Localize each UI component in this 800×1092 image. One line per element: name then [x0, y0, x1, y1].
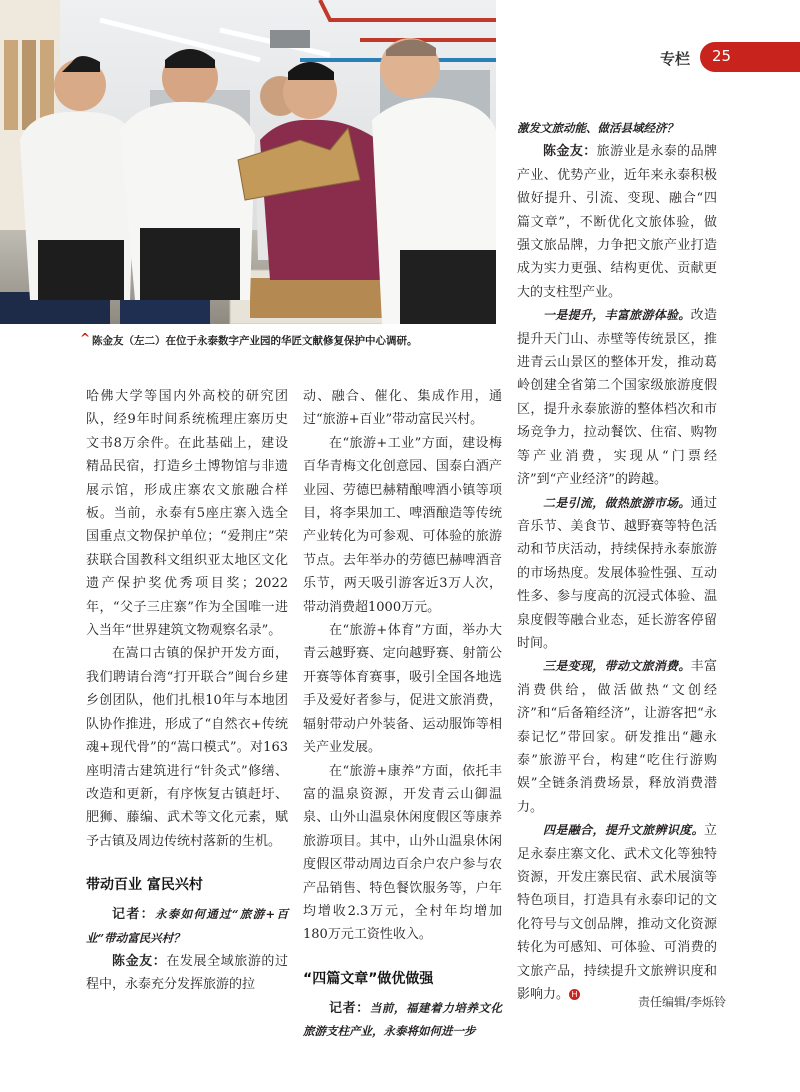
point-text: 丰富消费供给，做活做热“文创经济”和“后备箱经济”，让游客把“永泰记忆”带回家。研发推出“趣永泰”旅游平台，构建“吃住行游购娱”全链条消费场景，释放消费潜力。 [517, 659, 717, 815]
paragraph [517, 819, 717, 1006]
interview-question [86, 903, 288, 950]
point-text: 立足永泰庄寨文化、武术文化等独特资源，开发庄寨民宿、武术展演等特色项目，打造具有永泰印记的文化符号与文创品牌，推动文化资源转化为可感知、可体验、可消费的文旅产品，持续提升文旅辨识度和影响力。 [517, 823, 717, 1003]
interview-answer [86, 950, 288, 997]
point-title: 四是融合，提升文旅辨识度。 [543, 823, 704, 838]
paragraph [517, 304, 717, 491]
caption-arrow-icon: ^ [80, 331, 91, 345]
article-photo [0, 0, 496, 324]
question-speaker: 记者： [329, 1000, 370, 1016]
interview-question [303, 997, 502, 1044]
section-heading: “四篇文章”做优做强 [303, 970, 434, 987]
question-speaker: 记者： [112, 907, 155, 923]
section-label: 专栏 [660, 50, 691, 68]
paragraph: 哈佛大学等国内外高校的研究团队，经9年时间系统梳理庄寨历史文书8万余件。在此基础上，建设精品民宿，打造乡土博物馆与非遗展示馆，形成庄寨农文旅融合样板。当前，永泰有5座庄寨入选全国重点文物保护单位；“爱荆庄”荣获联合国教科文组织亚太地区文化遗产保护奖优秀项目奖；2022年，“父子三庄寨”作为全国唯一进入当年“世界建筑文物观察名录”。 [86, 389, 288, 639]
point-text: 改造提升天门山、赤壁等传统景区，推进青云山景区的整体开发，推动葛岭创建全省第二个国家级旅游度假区，提升永泰旅游的整体档次和市场竞争力，拉动餐饮、住宿、购物等产业消费，实现从“门票经济”到“产业经济”的跨越。 [517, 308, 717, 488]
section-heading: 带动百业 富民兴村 [86, 877, 203, 894]
point-title: 三是变现，带动文旅消费。 [543, 659, 691, 674]
paragraph: 在“旅游+康养”方面，依托丰富的温泉资源，开发青云山御温泉、山外山温泉休闲度假区等康养旅游项目。其中，山外山温泉休闲度假区带动周边百余户农户参与农产品销售、特色餐饮服务等，户年均增收2.3万元，全村年均增加180万元工资性收入。 [303, 763, 502, 943]
paragraph [517, 492, 717, 656]
page-number: 25 [712, 47, 732, 65]
paragraph: 在“旅游+体育”方面，举办大青云越野赛、定向越野赛、射箭公开赛等体育赛事，吸引全国各地选手及爱好者参与，促进文旅消费，辐射带动户外装备、运动服饰等相关产业发展。 [303, 623, 502, 756]
page-number-badge [700, 42, 800, 72]
point-text: 通过音乐节、美食节、越野赛等特色活动和节庆活动，持续保持永泰旅游的市场热度。发展体验性强、互动性多、参与度高的沉浸式体验、温泉度假等融合业态，延长游客停留时间。 [517, 495, 717, 651]
text-column-3 [517, 117, 717, 1006]
interview-answer [517, 140, 717, 304]
text-column-2 [303, 385, 502, 1044]
photo-caption: 陈金友（左二）在位于永泰数字产业园的华匠文献修复保护中心调研。 [92, 335, 418, 347]
paragraph: 在“旅游+工业”方面，建设梅百华青梅文化创意园、国泰白酒产业园、劳德巴赫精酿啤酒小镇等项目，将李果加工、啤酒酿造等传统产业转化为可参观、可体验的旅游节点。去年举办的劳德巴赫啤酒音乐节，两天吸引游客近3万人次，带动消费超1000万元。 [303, 435, 502, 615]
answer-text: 在发展全域旅游的过程中，永泰充分发挥旅游的拉 [86, 953, 288, 993]
text-column-1 [86, 385, 288, 997]
point-title: 二是引流，做热旅游市场。 [543, 495, 691, 510]
answer-speaker: 陈金友： [543, 144, 597, 160]
point-title: 一是提升，丰富旅游体验。 [543, 308, 691, 323]
question-text: 永泰如何通过“旅游+百业”带动富民兴村？ [86, 907, 288, 945]
answer-text: 旅游业是永泰的品牌产业、优势产业，近年来永泰积极做好提升、引流、变现、融合“四篇文章”，不断优化文旅体验，做强文旅品牌，力争把文旅产业打造成为实力更强、结构更优、贡献更大的支柱型产业。 [517, 144, 717, 300]
paragraph: 动、融合、催化、集成作用，通过“旅游+百业”带动富民兴村。 [303, 389, 502, 428]
photo-illustration [0, 0, 496, 324]
paragraph: 在嵩口古镇的保护开发方面，我们聘请台湾“打开联合”闽台乡建乡创团队，他们扎根10年与本地团队协作推进，形成了“自然衣+传统魂+现代骨”的“嵩口模式”。对163座明清古建筑进行“针灸式”修缮、改造和更新，有序恢复古镇赶圩、肥狮、藤编、武术等文化元素，赋予古镇及周边传统村落新的生机。 [86, 646, 288, 849]
paragraph [517, 655, 717, 819]
question-text: 当前，福建着力培养文化旅游支柱产业，永泰将如何进一步 [303, 1000, 502, 1039]
article-end-icon: H [569, 989, 580, 1000]
answer-speaker: 陈金友： [112, 953, 167, 969]
question-text: 激发文旅动能、做活县域经济？ [517, 121, 678, 135]
responsible-editor: 责任编辑/李烁铃 [638, 995, 727, 1009]
interview-question-continued [517, 117, 717, 140]
